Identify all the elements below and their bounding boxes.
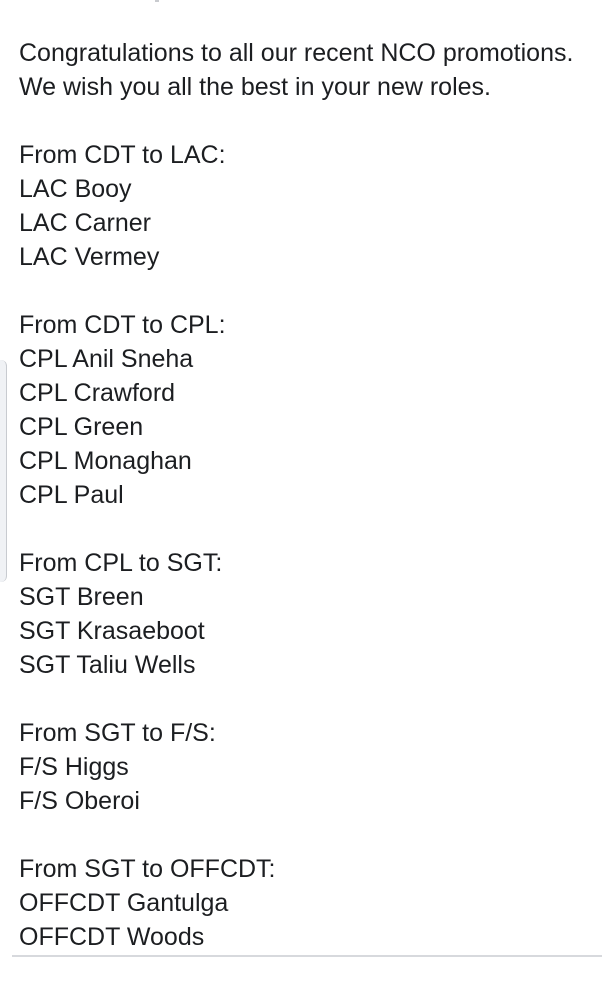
promotion-name: LAC Vermey xyxy=(19,243,160,271)
intro-line-1: Congratulations to all our recent NCO promotions. xyxy=(19,39,574,67)
promotion-name: CPL Anil Sneha xyxy=(19,345,194,373)
promotion-section-cpl-sgt xyxy=(19,546,614,682)
intro-line-2: We wish you all the best in your new roles. xyxy=(19,73,491,101)
promotion-name: CPL Crawford xyxy=(19,379,176,407)
promotion-name: CPL Green xyxy=(19,413,144,441)
promotion-name: OFFCDT Gantulga xyxy=(19,889,229,917)
section-heading: From SGT to F/S: xyxy=(19,719,216,747)
section-heading: From CDT to CPL: xyxy=(19,311,226,339)
post-intro xyxy=(19,36,614,104)
promotion-section-sgt-offcdt xyxy=(19,852,614,954)
promotion-section-cdt-cpl xyxy=(19,308,614,512)
promotion-name: LAC Carner xyxy=(19,209,151,237)
promotion-name: F/S Higgs xyxy=(19,753,129,781)
section-heading: From CPL to SGT: xyxy=(19,549,223,577)
post-body xyxy=(19,36,614,988)
bottom-divider xyxy=(12,955,602,957)
promotion-name: F/S Oberoi xyxy=(19,787,140,815)
promotion-section-cdt-lac xyxy=(19,138,614,274)
top-divider-fragment xyxy=(155,0,159,2)
promotion-section-sgt-fs xyxy=(19,716,614,818)
section-heading: From SGT to OFFCDT: xyxy=(19,855,276,883)
promotion-name: SGT Taliu Wells xyxy=(19,651,196,679)
promotion-name: CPL Monaghan xyxy=(19,447,192,475)
promotion-name: SGT Krasaeboot xyxy=(19,617,205,645)
promotion-name: SGT Breen xyxy=(19,583,144,611)
promotion-name: LAC Booy xyxy=(19,175,132,203)
section-heading: From CDT to LAC: xyxy=(19,141,226,169)
promotion-name: CPL Paul xyxy=(19,481,124,509)
promotion-name: OFFCDT Woods xyxy=(19,923,205,951)
side-scroll-handle[interactable] xyxy=(0,360,7,582)
